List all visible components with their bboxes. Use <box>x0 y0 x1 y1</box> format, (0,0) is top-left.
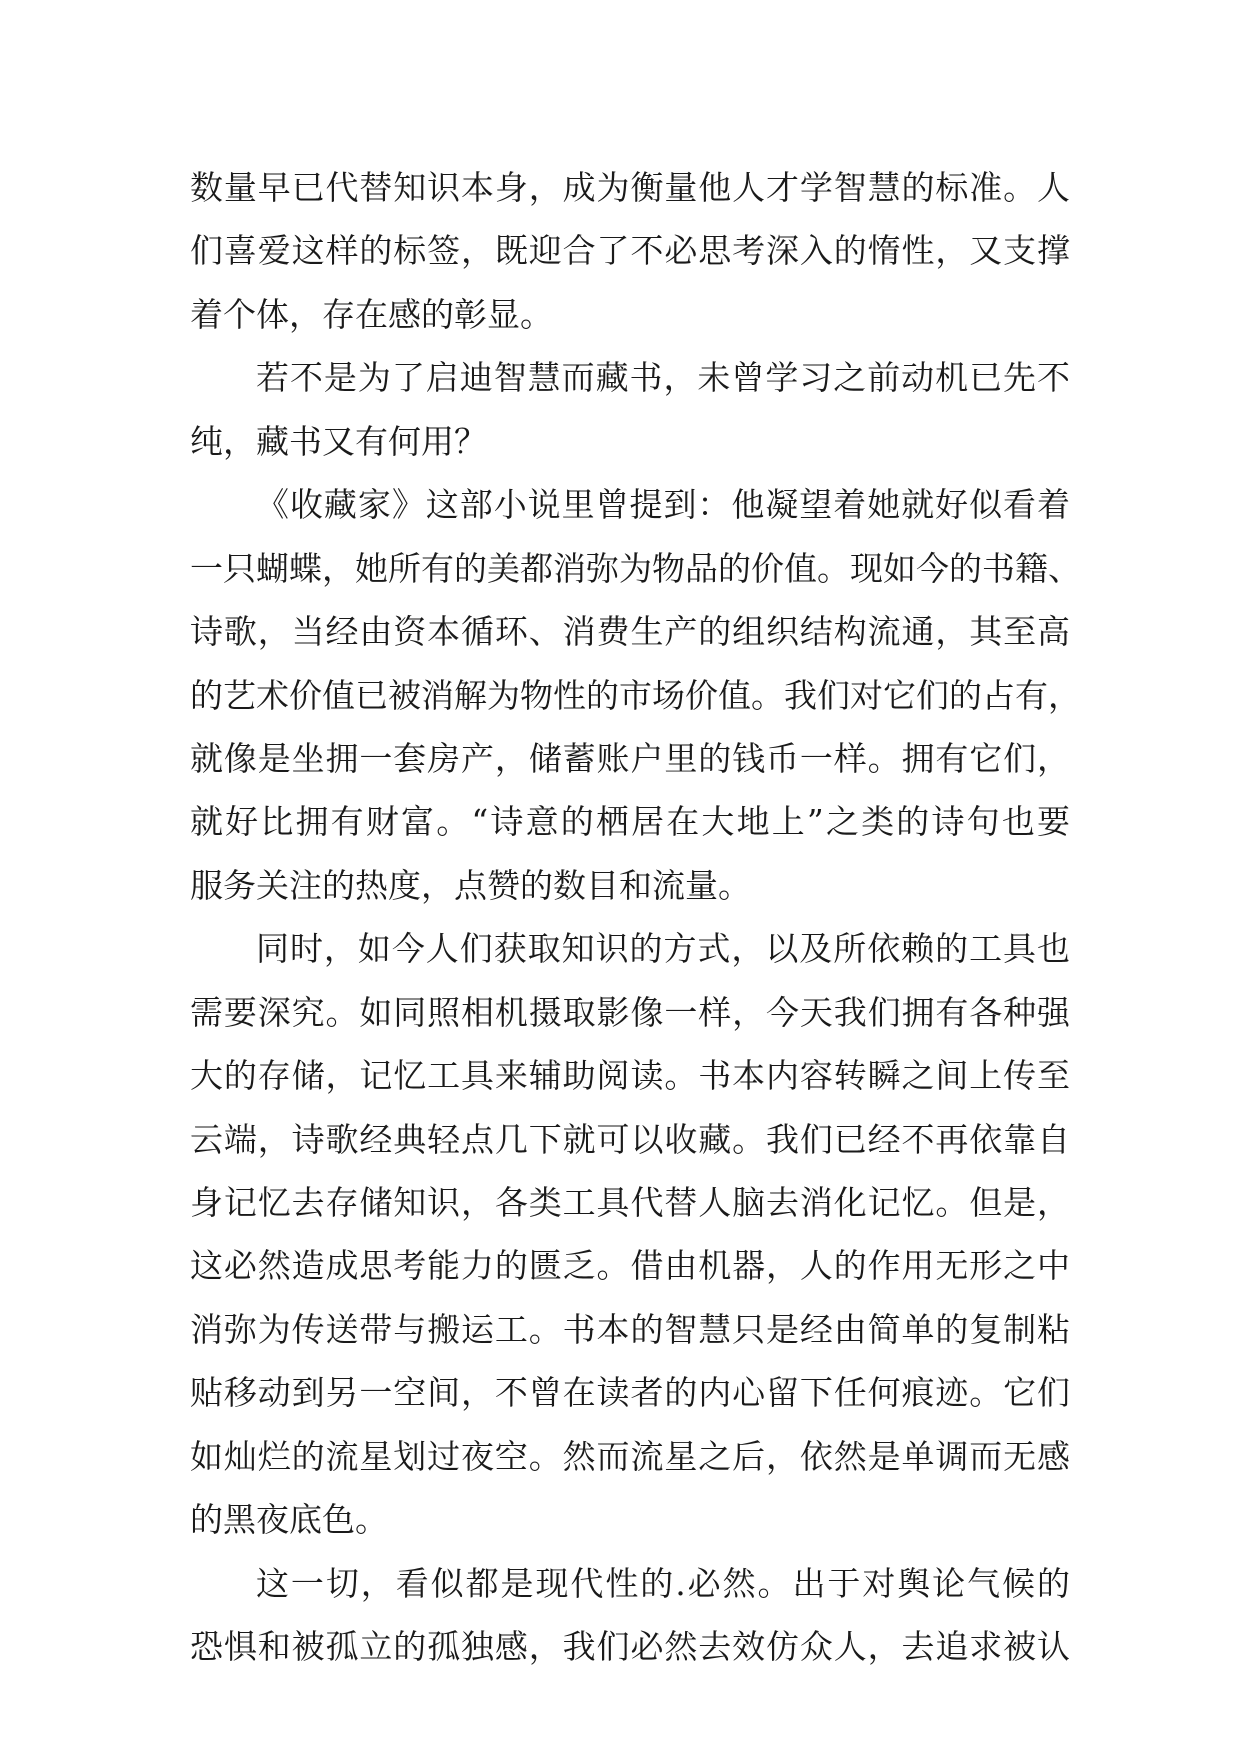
text-line: 如灿烂的流星划过夜空。然而流星之后，依然是单调而无感 <box>190 1436 1070 1476</box>
text-line: 若不是为了启迪智慧而藏书，未曾学习之前动机已先不 <box>256 358 1070 398</box>
text-line: 纯，藏书又有何用？ <box>190 421 487 461</box>
text-line: 身记忆去存储知识，各类工具代替人脑去消化记忆。但是， <box>190 1183 1070 1222</box>
text-line: 的黑夜底色。 <box>190 1500 388 1540</box>
text-line: 服务关注的热度，点赞的数目和流量。 <box>190 865 751 905</box>
text-line: 的艺术价值已被消解为物性的市场价值。我们对它们的占有， <box>190 675 1081 715</box>
text-line: 一只蝴蝶，她所有的美都消弥为物品的价值。现如今的书籍、 <box>190 548 1081 588</box>
text-line: 同时，如今人们获取知识的方式，以及所依赖的工具也 <box>256 929 1070 969</box>
text-line: 这必然造成思考能力的匮乏。借由机器，人的作用无形之中 <box>190 1246 1070 1286</box>
text-line: 就像是坐拥一套房产，储蓄账户里的钱币一样。拥有它们， <box>190 738 1070 778</box>
text-line: 大的存储，记忆工具来辅助阅读。书本内容转瞬之间上传至 <box>190 1056 1070 1096</box>
text-line: 这一切，看似都是现代性的.必然。出于对舆论气候的 <box>256 1563 1070 1603</box>
text-line: 诗歌，当经由资本循环、消费生产的组织结构流通，其至高 <box>190 612 1070 652</box>
text-line: 着个体，存在感的彰显。 <box>190 294 553 334</box>
text-line: 贴移动到另一空间，不曾在读者的内心留下任何痕迹。它们 <box>190 1373 1070 1413</box>
text-line: 恐惧和被孤立的孤独感，我们必然去效仿众人，去追求被认 <box>190 1627 1070 1667</box>
text-line: 数量早已代替知识本身，成为衡量他人才学智慧的标准。人 <box>190 168 1070 207</box>
text-line: 消弥为传送带与搬运工。书本的智慧只是经由简单的复制粘 <box>190 1309 1070 1349</box>
text-line: 就好比拥有财富。“诗意的栖居在大地上”之类的诗句也要 <box>190 802 1070 842</box>
text-line: 云端，诗歌经典轻点几下就可以收藏。我们已经不再依靠自 <box>190 1119 1070 1159</box>
body-text <box>190 156 1081 1679</box>
text-line: 需要深究。如同照相机摄取影像一样，今天我们拥有各种强 <box>190 992 1070 1032</box>
text-line: 《收藏家》这部小说里曾提到：他凝望着她就好似看着 <box>256 485 1070 525</box>
text-line: 们喜爱这样的标签，既迎合了不必思考深入的惰性，又支撑 <box>190 231 1070 271</box>
